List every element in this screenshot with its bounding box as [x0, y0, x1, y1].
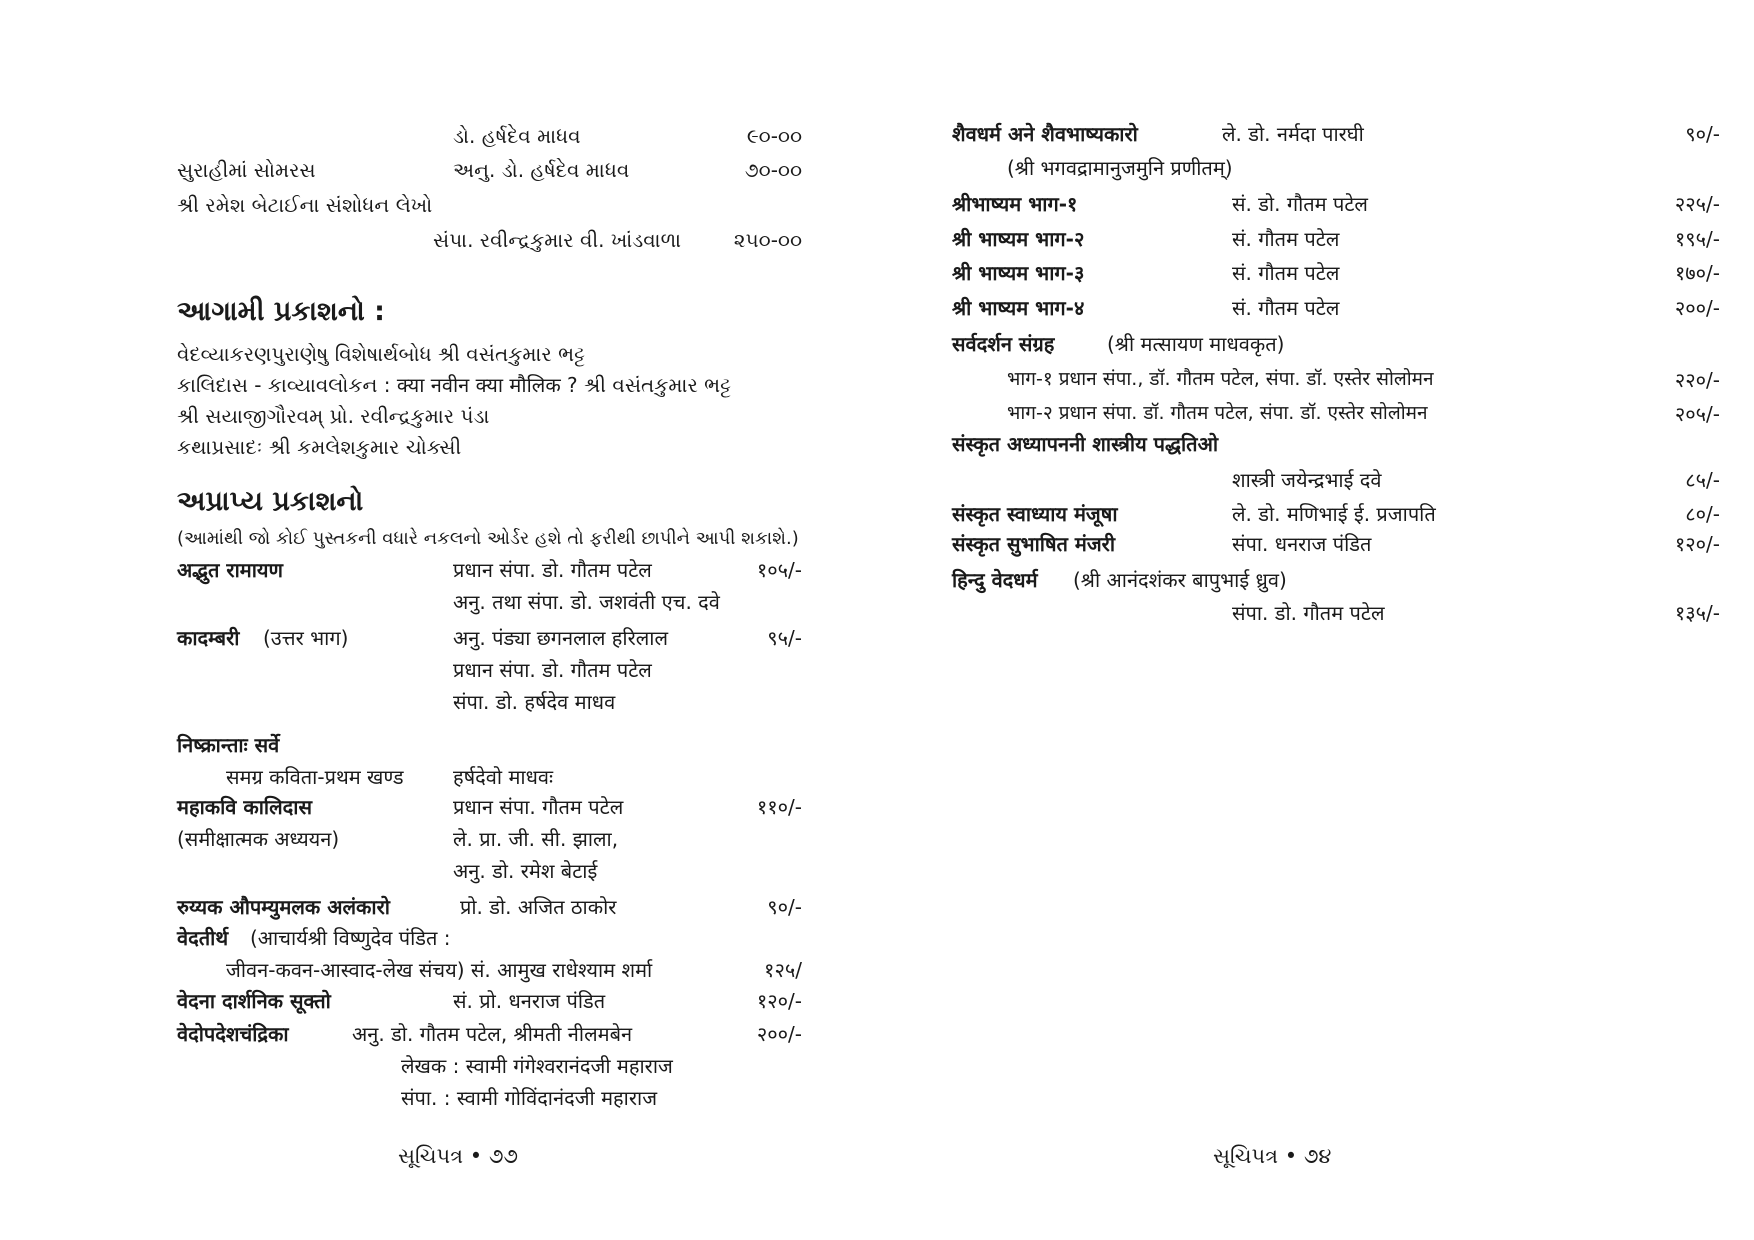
entry-title: निष्क्रान्ताः सर्वे — [177, 733, 280, 757]
entry-price: १२०/- — [756, 989, 802, 1013]
entry-price: ८०/- — [1685, 502, 1720, 526]
section-heading-upcoming: આગામી પ્રકાશનો : — [177, 296, 385, 327]
entry-title: वेदोपदेशचंद्रिका — [177, 1022, 289, 1046]
entry-title: संस्कृत अध्यापननी शास्त्रीय पद्धतिओ — [952, 432, 1219, 456]
entry-author: ले. डो. मणिभाई ई. प्रजापति — [1232, 502, 1436, 526]
entry-price: १७०/- — [1674, 261, 1720, 285]
entry-title: सर्वदर्शन संग्रह — [952, 332, 1055, 356]
entry-price: २०५/- — [1674, 402, 1720, 426]
entry-author: सं. गौतम पटेल — [1232, 296, 1340, 320]
upcoming-item: શ્રી સયાજીગૌરવમ્ પ્રો. રવીન્દ્રકુમાર પંડા — [177, 404, 490, 428]
entry-author: प्रधान संपा. डो. गौतम पटेल — [453, 658, 652, 682]
page-footer: સૂચિપત્ર • ૭૪ — [1213, 1144, 1332, 1168]
entry-price: ९५/- — [767, 626, 802, 650]
entry-author: અનુ. ડો. હર્ષદેવ માધવ — [453, 158, 630, 182]
entry-author: शास्त्री जयेन्द्रभाई दवे — [1232, 468, 1382, 492]
entry-author: अनु. पंड्या छगनलाल हरिलाल — [453, 626, 669, 650]
entry-title: श्री भाष्यम भाग-२ — [952, 227, 1085, 251]
entry-price: ८५/- — [1685, 468, 1720, 492]
entry-subtitle: (समीक्षात्मक अध्ययन) — [177, 827, 340, 851]
entry-title: श्री भाष्यम भाग-४ — [952, 296, 1085, 320]
entry-title: श्री भाष्यम भाग-३ — [952, 261, 1085, 285]
entry-title: हिन्दु वेदधर्म — [952, 568, 1038, 592]
upcoming-item: કાલિદાસ - કાવ્યાવલોકન : क्या नवीन क्या मौलिक ? શ્રી વસંતકુમાર ભટ્ટ — [177, 373, 731, 397]
entry-author: ડો. હર્ષદેવ માધવ — [453, 124, 581, 148]
entry-price: २००/- — [1674, 296, 1720, 320]
entry-title: સુરાહીમાં સોમરસ — [177, 158, 316, 182]
entry-subtitle: (आचार्यश्री विष्णुदेव पंडित : — [250, 926, 451, 950]
entry-title: शैवधर्म अने शैवभाष्यकारो — [952, 122, 1138, 146]
entry-author: भाग-१ प्रधान संपा., डॉ. गौतम पटेल, संपा. डॉ. एस्तेर सोलोमन — [1007, 368, 1434, 390]
entry-price: २००/- — [756, 1022, 802, 1046]
entry-title: कादम्बरी — [177, 626, 240, 650]
entry-subtitle: समग्र कविता-प्रथम खण्ड — [226, 765, 404, 789]
entry-author: अनु. डो. गौतम पटेल, श्रीमती नीलमबेन — [352, 1022, 633, 1046]
entry-title: वेदना दार्शनिक सूक्तो — [177, 989, 331, 1013]
entry-price: १९५/- — [1674, 227, 1720, 251]
entry-author: सं. डो. गौतम पटेल — [1232, 192, 1368, 216]
entry-subtitle: (श्री मत्सायण माधवकृत) — [1107, 332, 1285, 356]
entry-price: ૭૦-૦૦ — [744, 158, 802, 182]
entry-price: ૯૦-૦૦ — [746, 124, 802, 148]
entry-author: लेखक : स्वामी गंगेश्वरानंदजी महाराज — [401, 1054, 673, 1078]
entry-author: प्रधान संपा. गौतम पटेल — [453, 795, 624, 819]
entry-title: रुय्यक औपम्युमलक अलंकारो — [177, 895, 390, 919]
entry-author: प्रो. डो. अजित ठाकोर — [460, 895, 617, 919]
entry-author: ले. डो. नर्मदा पारघी — [1222, 122, 1364, 146]
entry-price: ११०/- — [756, 795, 802, 819]
entry-author: भाग-२ प्रधान संपा. डॉ. गौतम पटेल, संपा. डॉ. एस्तेर सोलोमन — [1007, 402, 1428, 424]
entry-subtitle: (उत्तर भाग) — [263, 626, 349, 650]
entry-author: संपा. : स्वामी गोविंदानंदजी महाराज — [401, 1086, 658, 1110]
entry-subtitle: (श्री आनंदशंकर बापुभाई ध्रुव) — [1073, 568, 1287, 592]
entry-price: १२०/- — [1674, 532, 1720, 556]
entry-author: संपा. डो. हर्षदेव माधव — [453, 690, 616, 714]
entry-author: ले. प्रा. जी. सी. झाला, — [453, 827, 619, 851]
entry-author: जीवन-कवन-आस्वाद-लेख संचय) सं. आमुख राधेश्याम शर्मा — [226, 958, 653, 982]
section-heading-unavailable: અપ્રાપ્ય પ્રકાશનો — [177, 486, 364, 517]
entry-title: अद्भुत रामायण — [177, 558, 283, 582]
upcoming-item: કથાપ્રસાદઃ શ્રી કમલેશકુમાર ચોક્સી — [177, 435, 462, 459]
entry-author: हर्षदेवो माधवः — [453, 765, 554, 789]
entry-author: सं. गौतम पटेल — [1232, 227, 1340, 251]
entry-subtitle: (श्री भगवद्रामानुजमुनि प्रणीतम्) — [1007, 156, 1233, 180]
entry-author: सं. प्रो. धनराज पंडित — [453, 989, 606, 1013]
entry-price: २२०/- — [1674, 368, 1720, 392]
entry-price: ૨૫૦-૦૦ — [733, 228, 802, 252]
entry-price: १०५/- — [756, 558, 802, 582]
entry-author: अनु. तथा संपा. डो. जशवंती एच. दवे — [453, 590, 720, 614]
upcoming-item: વેદવ્યાકરણપુરાણેષુ વિશેષાર્થબોધ શ્રી વસંતકુમાર ભટ્ટ — [177, 342, 585, 366]
entry-author: अनु. डो. रमेश बेटाई — [453, 859, 598, 883]
entry-author: संपा. धनराज पंडित — [1232, 532, 1372, 556]
entry-title: શ્રી રમેશ બેટાઈના સંશોધન લેખો — [177, 193, 433, 217]
page-footer: સૂચિપત્ર • ૭૭ — [398, 1144, 519, 1168]
entry-author: प्रधान संपा. डो. गौतम पटेल — [453, 558, 652, 582]
entry-title: वेदतीर्थ — [177, 926, 229, 950]
right-page — [877, 0, 1754, 1240]
entry-price: १३५/- — [1674, 601, 1720, 625]
entry-title: महाकवि कालिदास — [177, 795, 312, 819]
entry-price: १२५/ — [764, 958, 802, 982]
entry-title: श्रीभाष्यम भाग-१ — [952, 192, 1078, 216]
entry-title: संस्कृत स्वाध्याय मंजूषा — [952, 502, 1118, 526]
entry-price: २२५/- — [1674, 192, 1720, 216]
entry-author: संपा. डो. गौतम पटेल — [1232, 601, 1385, 625]
unavailable-note: (આમાંથી જો કોઈ પુસ્તકની વધારે નકલનો ઓર્ડર હશે તો ફરીથી છાપીને આપી શકાશે.) — [177, 528, 799, 549]
entry-author: सं. गौतम पटेल — [1232, 261, 1340, 285]
entry-price: ९०/- — [767, 895, 802, 919]
entry-author: સંપા. રવીન્દ્રકુમાર વી. ખાંડવાળા — [433, 228, 682, 252]
entry-title: संस्कृत सुभाषित मंजरी — [952, 532, 1116, 556]
entry-price: ९०/- — [1685, 122, 1720, 146]
